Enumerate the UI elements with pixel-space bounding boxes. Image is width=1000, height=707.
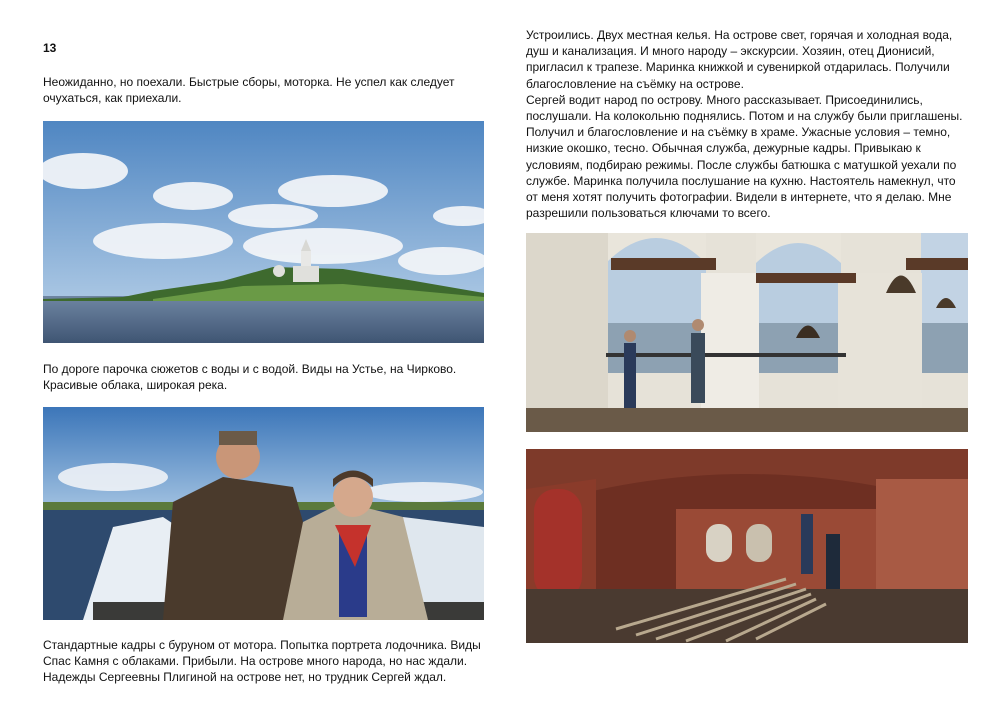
page-number: 13 [43, 41, 57, 55]
text-line: Сергей водит народ по острову. Много рассказывает. Присоединились, [526, 92, 923, 107]
text-line: По дороге парочка сюжетов с воды и с водой. Виды на Устье, на Чирково. [43, 362, 457, 376]
text-line: благословление на съёмку на острове. [526, 76, 744, 91]
text-line: очухаться, как приехали. [43, 91, 182, 106]
photo-boat-people [43, 407, 484, 620]
photo-brick-hall [526, 449, 968, 643]
text-line: разрешили пользоваться ключами то всего. [526, 206, 771, 221]
text-line: Неожиданно, но поехали. Быстрые сборы, моторка. Не успел как следует [43, 75, 455, 89]
text-line: пригласил к трапезе. Маринка книжкой и сувениркой отдарилась. Получили [526, 60, 950, 75]
text-line: низкие окошко, тесно. Обычная служба, дежурные кадры. Привыкаю к [526, 141, 921, 156]
photo-island-church [43, 121, 484, 343]
text-line: Спас Камня с облаками. Прибыли. На острове много народа, но нас ждали. [43, 654, 468, 669]
text-line: душ и канализация. И много народу – экскурсии. Хозяин, отец Дионисий, [526, 44, 935, 59]
photo-bell-tower [526, 233, 968, 432]
text-line: условиям, подбираю режимы. После службы батюшка с матушкой уехали по [526, 157, 957, 172]
story-paragraph [526, 27, 968, 221]
text-line: Устроились. Двух местная келья. На острове свет, горячая и холодная вода, [526, 28, 953, 42]
text-line: от меня хотят получить фотографии. Видели в интернете, что я делаю. Мне [526, 190, 952, 205]
text-line: послушали. На колокольню поднялись. Потом и на службу были приглашены. [526, 109, 963, 124]
text-line: Стандартные кадры с буруном от мотора. Попытка портрета лодочника. Виды [43, 638, 481, 652]
text-line: Надежды Сергеевны Плигиной на острове нет, но трудник Сергей ждал. [43, 670, 447, 685]
caption-road [43, 361, 484, 393]
text-line: Получил и благословление и на съёмку в храме. Ужасные условия – темно, [526, 125, 951, 140]
text-line: Красивые облака, широкая река. [43, 378, 228, 393]
caption-boat [43, 637, 484, 686]
text-line: службе. Маринка получила послушание на кухню. Настоятель намекнул, что [526, 173, 956, 188]
intro-paragraph [43, 74, 484, 106]
